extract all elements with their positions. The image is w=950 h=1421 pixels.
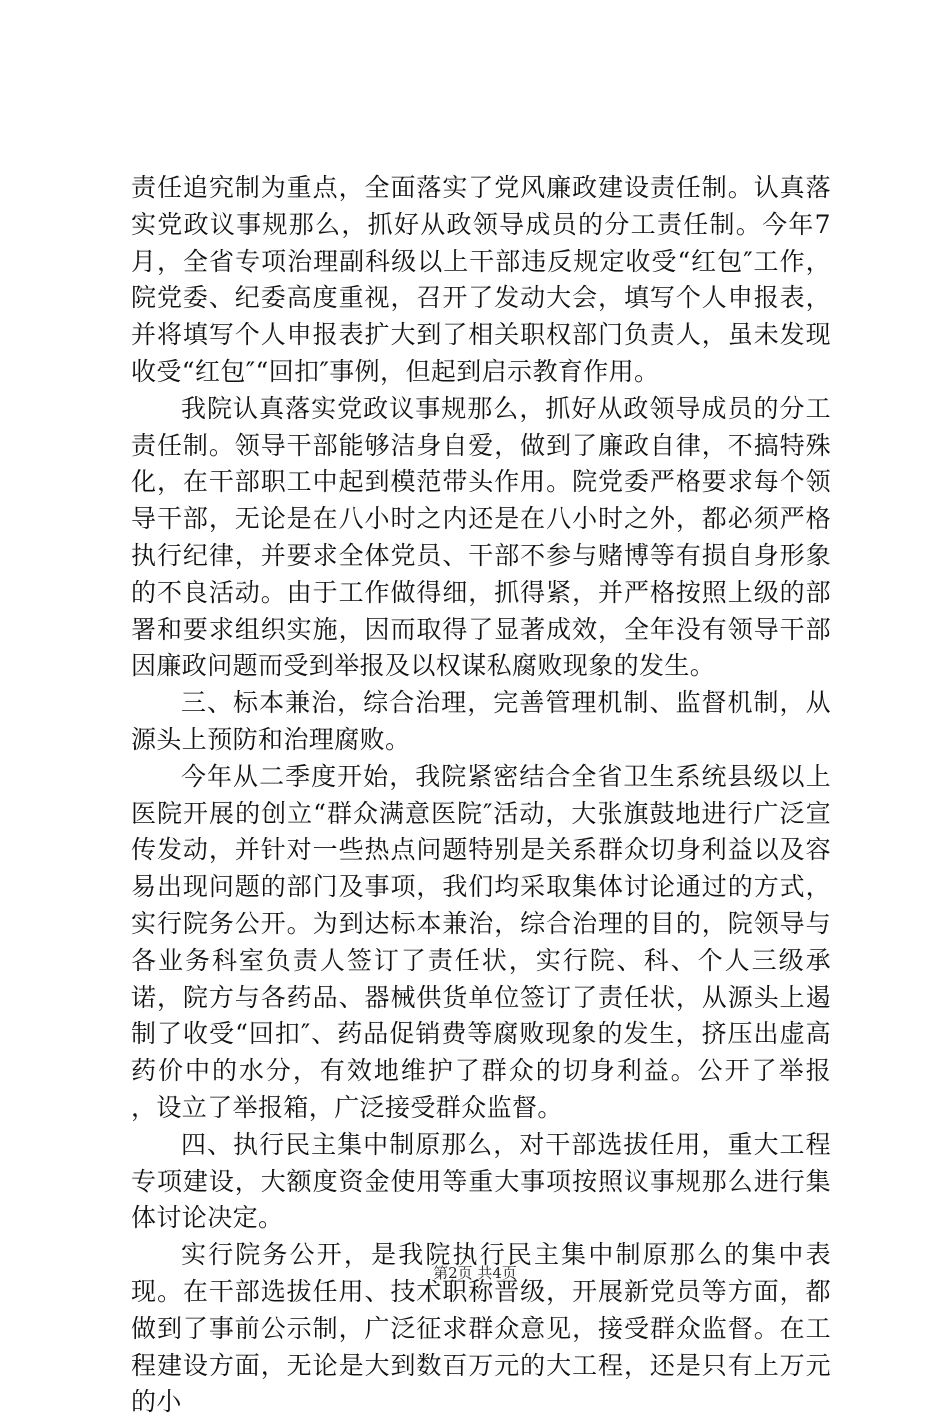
paragraph-continuation: 责任追究制为重点，全面落实了党风廉政建设责任制。认真落实党政议事规那么，抓好从政领导成员的分工责任制。今年7月，全省专项治理副科级以上干部违反规定收受“红包″工作，院党委、纪委高度重视，召开了发动大会，填写个人申报表，并将填写个人申报表扩大到了相关职权部门负责人，虽未发现收受“红包″“回扣″事例，但起到启示教育作用。 [131, 173, 831, 386]
document-body [131, 170, 882, 1421]
paragraph-leadership-discipline: 我院认真落实党政议事规那么，抓好从政领导成员的分工责任制。领导干部能够洁身自爱，做到了廉政自律，不搞特殊化，在干部职工中起到模范带头作用。院党委严格要求每个领导干部，无论是在八小时之内还是在八小时之外，都必须严格执行纪律，并要求全体党员、干部不参与赌博等有损自身形象的不良活动。由于工作做得细，抓得紧，并严格按照上级的部署和要求组织实施，因而取得了显著成效，全年没有领导干部因廉政问题而受到举报及以权谋私腐败现象的发生。 [131, 393, 831, 681]
section-heading-three: 三、标本兼治，综合治理，完善管理机制、监督机制，从源头上预防和治理腐败。 [131, 688, 831, 754]
section-heading-four: 四、执行民主集中制原那么，对干部选拔任用，重大工程专项建设，大额度资金使用等重大事项按照议事规那么进行集体讨论决定。 [131, 1129, 831, 1233]
page-footer: 第2页 共4页 [433, 1264, 517, 1282]
paragraph-hospital-affairs: 今年从二季度开始，我院紧密结合全省卫生系统县级以上医院开展的创立“群众满意医院″活动，大张旗鼓地进行广泛宣传发动，并针对一些热点问题特别是关系群众切身利益以及容易出现问题的部门及事项，我们均采取集体讨论通过的方式，实行院务公开。为到达标本兼治，综合治理的目的，院领导与各业务科室负责人签订了责任状，实行院、科、个人三级承诺，院方与各药品、器械供货单位签订了责任状，从源头上遏制了收受“回扣″、药品促销费等腐败现象的发生，挤压出虚高药价中的水分，有效地维护了群众的切身利益。公开了举报 ，设立了举报箱，广泛接受群众监督。 [131, 761, 882, 1122]
paragraph-democratic-centralism: 实行院务公开，是我院执行民主集中制原那么的集中表现。在干部选拔任用、技术职称晋级，开展新党员等方面，都做到了事前公示制，广泛征求群众意见，接受群众监督。在工程建设方面，无论是大到数百万元的大工程，还是只有上万元的小 [131, 1240, 831, 1417]
